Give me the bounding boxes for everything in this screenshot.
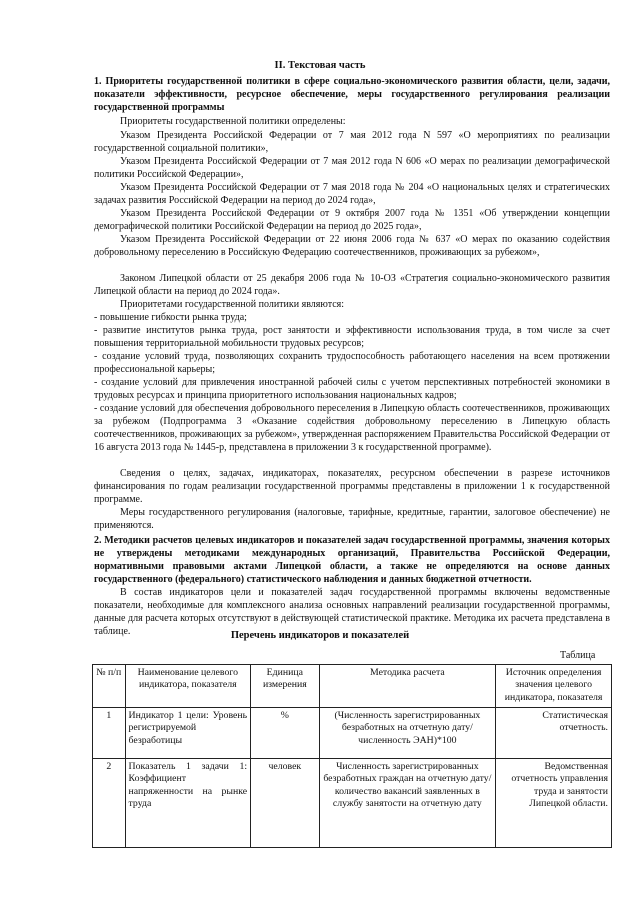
decree-637: Указом Президента Российской Федерации от 22 июня 2006 года № 637 «О мерах по оказанию содействия добровольному переселению в Российскую Федерацию соотечественников, проживающих за рубежом», (94, 234, 610, 258)
priority-item: - развитие институтов рынка труда, рост занятости и эффективности использования труда, в том числе за счет повышения территориальной мобильности трудовых ресурсов; (94, 325, 610, 349)
priorities-heading: Приоритетами государственной политики являются: (120, 299, 345, 310)
header-cell: № п/п (93, 665, 126, 708)
source-cell: Ведомственная отчетность управления труда и занятости Липецкой области. (496, 759, 612, 848)
decree-1351: Указом Президента Российской Федерации от 9 октября 2007 года № 1351 «Об утверждении концепции демографической политики Российской Федерации на период до 2025 года», (94, 208, 610, 232)
header-cell: Единица измерения (251, 665, 319, 708)
indicator-name: Показатель 1 задачи 1: Коэффициент напряженности на рынке труда (125, 759, 251, 848)
indicators-table (92, 664, 612, 848)
table-header-row (93, 665, 612, 708)
header-cell: Наименование целевого индикатора, показателя (125, 665, 251, 708)
section1-title: 1. Приоритеты государственной политики в сфере социально-экономического развития области, цели, задачи, показатели эффективности, ресурсное обеспечение, меры государственного регулирования реализации государственной программы (94, 76, 610, 113)
resources-paragraph: Сведения о целях, задачах, индикаторах, показателях, ресурсном обеспечении в разрезе источников финансирования по годам реализации государственной программы представлены в приложении 1 к государственной программе. (94, 468, 610, 505)
section2-title: 2. Методики расчетов целевых индикаторов и показателей задач государственной программы, значения которых не утверждены методиками международных организаций, Правительства Российской Федерации, нормативными правовыми актами Липецкой области, а также не определяются на основе данных государственного (федерального) статистического наблюдения и данных бюджетной отчетности. (94, 535, 610, 585)
table-label: Таблица (560, 650, 596, 661)
indicator-name: Индикатор 1 цели: Уровень регистрируемой безработицы (125, 708, 251, 759)
method-cell: (Численность зарегистрированных безработных на отчетную дату/ численность ЭАН)*100 (319, 708, 496, 759)
header-cell: Источник определения значения целевого индикатора, показателя (496, 665, 612, 708)
table-row (93, 759, 612, 848)
priority-item: - создание условий для привлечения иностранной рабочей силы с учетом перспективных потребностей экономики в трудовых ресурсах и принципа приоритетного использования национальных кадров; (94, 377, 610, 401)
priorities-intro: Приоритеты государственной политики определены: (120, 116, 346, 127)
decree-597: Указом Президента Российской Федерации от 7 мая 2012 года N 597 «О мероприятиях по реализации государственной социальной политики», (94, 130, 610, 154)
table-title: Перечень индикаторов и показателей (230, 630, 410, 641)
priority-item: - повышение гибкости рынка труда; (94, 312, 247, 323)
priority-item: - создание условий труда, позволяющих сохранить трудоспособность работающего населения на всем протяжении профессиональной карьеры; (94, 351, 610, 375)
decree-204: Указом Президента Российской Федерации от 7 мая 2018 года № 204 «О национальных целях и стратегических задачах развития Российской Федерации на период до 2024 года», (94, 182, 610, 206)
row-number: 2 (93, 759, 126, 848)
decree-606: Указом Президента Российской Федерации от 7 мая 2012 года N 606 «О мерах по реализации демографической политики Российской Федерации», (94, 156, 610, 180)
source-cell: Статистическая отчетность. (496, 708, 612, 759)
header-cell: Методика расчета (319, 665, 496, 708)
law-10-oz: Законом Липецкой области от 25 декабря 2006 года № 10-ОЗ «Стратегия социально-экономического развития Липецкой области на период до 2024 года». (94, 273, 610, 297)
unit-cell: человек (251, 759, 319, 848)
section-title: II. Текстовая часть (274, 60, 366, 71)
measures-paragraph: Меры государственного регулирования (налоговые, тарифные, кредитные, гарантии, залоговое обеспечение) не применяются. (94, 507, 610, 531)
row-number: 1 (93, 708, 126, 759)
method-cell: Численность зарегистрированных безработных граждан на отчетную дату/количество вакансий заявленных в службу занятости на отчетную дату (319, 759, 496, 848)
section2-body: В состав индикаторов цели и показателей задач государственной программы включены ведомственные показатели, необходимые для комплексного анализа основных направлений реализации государственной программы, данные для расчета которых отсутствуют в действующей статистической практике. Методика их расчета представлена в таблице. (94, 587, 610, 637)
priority-item: - создание условий для обеспечения добровольного переселения в Липецкую область соотечественников, проживающих за рубежом (Подпрограмма 3 «Оказание содействия добровольному переселению в Липецкую область соотечественников, проживающих за рубежом», утвержденная распоряжением Правительства Российской Федерации от 16 августа 2013 года № 1445-р, представлена в приложении 3 к государственной программе). (94, 403, 610, 453)
table-row (93, 708, 612, 759)
unit-cell: % (251, 708, 319, 759)
